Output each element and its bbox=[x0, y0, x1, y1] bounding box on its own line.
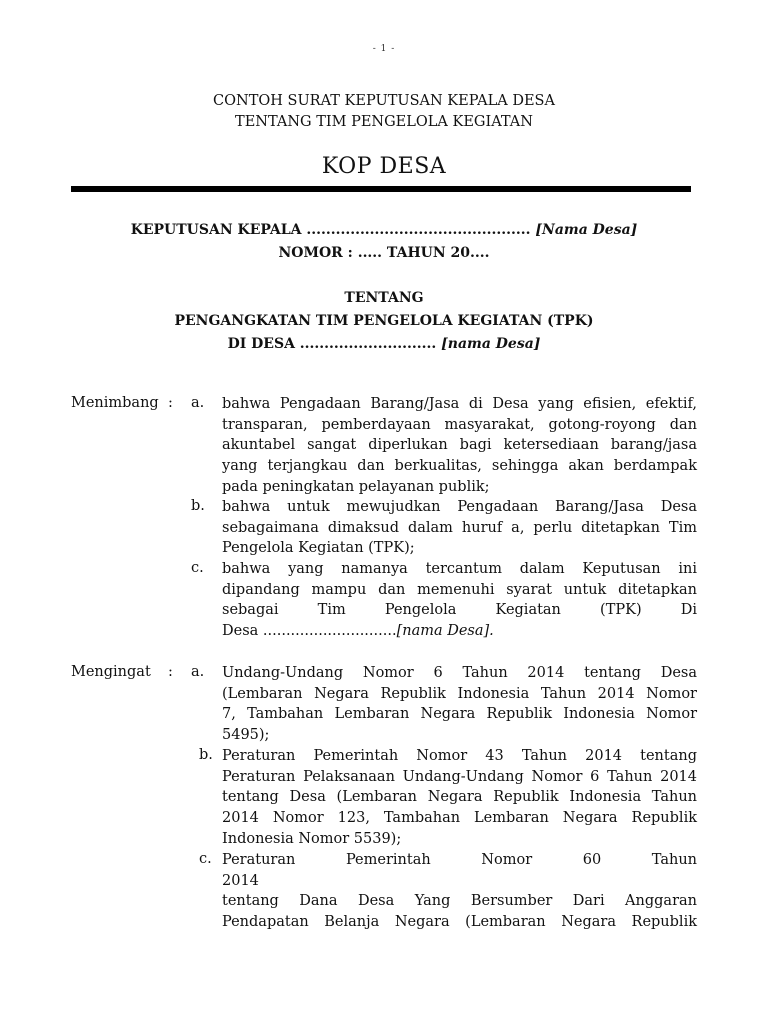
tentang-heading: TENTANG bbox=[344, 290, 424, 306]
text-line: transparan, pemberdayaan masyarakat, gotong-royong dan bbox=[222, 416, 697, 433]
decree-heading-village: [Nama Desa] bbox=[535, 222, 638, 238]
text-line: pada peningkatan pelayanan publik; bbox=[222, 478, 490, 495]
mengingat-b-letter: b. bbox=[199, 747, 213, 763]
text-line: dipandang mampu dan memenuhi syarat untuk ditetapkan bbox=[222, 581, 697, 598]
page-number: - 1 - bbox=[372, 44, 396, 54]
text-line: 7, Tambahan Lembaran Negara Republik Indonesia Nomor bbox=[222, 706, 697, 723]
text-line: yang terjangkau dan berkualitas, sehingga akan berdampak bbox=[222, 458, 697, 475]
mengingat-c-letter: c. bbox=[199, 851, 212, 867]
text-line: Indonesia Nomor 5539); bbox=[222, 830, 402, 847]
text-line: 2014 Nomor 123, Tambahan Lembaran Negara Republik bbox=[222, 810, 697, 827]
text-line-last bbox=[222, 621, 697, 642]
text-line: sebagai Tim Pengelola Kegiatan (TPK) Di bbox=[222, 602, 697, 619]
letterhead-divider bbox=[71, 186, 691, 192]
text-line: akuntabel sangat diperlukan bagi ketersediaan barang/jasa bbox=[222, 437, 697, 454]
menimbang-b-letter: b. bbox=[191, 498, 205, 514]
menimbang-colon: : bbox=[168, 395, 173, 411]
text-line: 5495); bbox=[222, 727, 270, 744]
menimbang-b-text bbox=[222, 497, 697, 559]
mengingat-c-text bbox=[222, 850, 697, 933]
menimbang-label: Menimbang bbox=[71, 395, 159, 411]
decree-heading-prefix: KEPUTUSAN KEPALA .............................................. bbox=[130, 222, 531, 238]
text-line: Undang-Undang Nomor 6 Tahun 2014 tentang Desa bbox=[222, 665, 697, 681]
mengingat-a-text bbox=[222, 663, 697, 746]
mengingat-a-letter: a. bbox=[191, 664, 205, 680]
decree-subject: PENGANGKATAN TIM PENGELOLA KEGIATAN (TPK) bbox=[174, 313, 594, 329]
mengingat-label: Mengingat bbox=[71, 664, 151, 680]
decree-village-name: [nama Desa] bbox=[441, 336, 541, 352]
mengingat-colon: : bbox=[168, 664, 173, 680]
text-line: bahwa untuk mewujudkan Pengadaan Barang/Jasa Desa bbox=[222, 499, 697, 515]
menimbang-a-text bbox=[222, 394, 697, 498]
document-title-line2: TENTANG TIM PENGELOLA KEGIATAN bbox=[235, 114, 533, 130]
text-line: (Lembaran Negara Republik Indonesia Tahun 2014 Nomor bbox=[222, 685, 697, 702]
document-title-line1: CONTOH SURAT KEPUTUSAN KEPALA DESA bbox=[213, 93, 555, 109]
decree-village-prefix: DI DESA ............................ bbox=[227, 336, 437, 352]
menimbang-c-text bbox=[222, 559, 697, 642]
kop-desa-heading: KOP DESA bbox=[321, 154, 447, 179]
decree-heading bbox=[0, 222, 768, 238]
village-placeholder-prefix: Desa ............................. bbox=[222, 623, 397, 640]
text-line: bahwa Pengadaan Barang/Jasa di Desa yang efisien, efektif, bbox=[222, 396, 697, 412]
decree-village-line bbox=[0, 336, 768, 352]
decree-number: NOMOR : ..... TAHUN 20.... bbox=[278, 245, 490, 261]
text-line: Pengelola Kegiatan (TPK); bbox=[222, 540, 415, 557]
mengingat-b-text bbox=[222, 746, 697, 850]
text-line: Peraturan Pelaksanaan Undang-Undang Nomor 6 Tahun 2014 bbox=[222, 768, 697, 785]
menimbang-a-letter: a. bbox=[191, 395, 205, 411]
text-line: Peraturan Pemerintah Nomor 43 Tahun 2014 tentang bbox=[222, 748, 697, 764]
text-line: Pendapatan Belanja Negara (Lembaran Negara Republik bbox=[222, 914, 697, 931]
village-placeholder-name: [nama Desa]. bbox=[396, 623, 494, 640]
text-line: Peraturan Pemerintah Nomor 60 Tahun 2014 bbox=[222, 852, 697, 889]
text-line: bahwa yang namanya tercantum dalam Keputusan ini bbox=[222, 561, 697, 577]
menimbang-c-letter: c. bbox=[191, 560, 204, 576]
text-line: sebagaimana dimaksud dalam huruf a, perlu ditetapkan Tim bbox=[222, 519, 697, 536]
text-line: tentang Dana Desa Yang Bersumber Dari Anggaran bbox=[222, 893, 697, 910]
text-line: tentang Desa (Lembaran Negara Republik Indonesia Tahun bbox=[222, 789, 697, 806]
